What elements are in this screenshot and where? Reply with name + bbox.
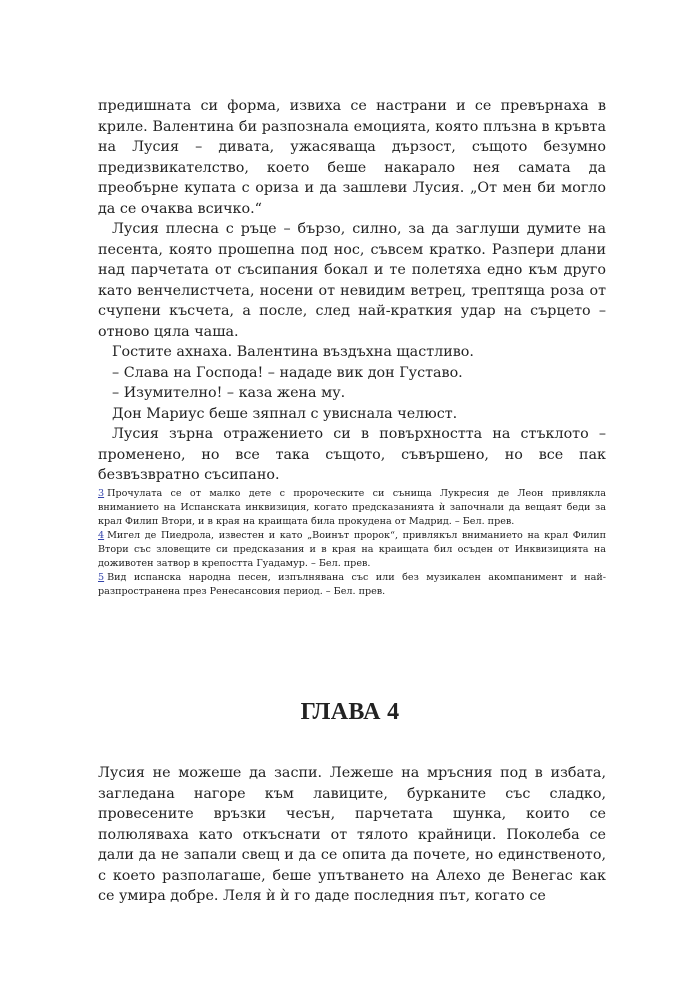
footnote-text: Прочулата се от малко дете с пророческите си сънища Лукресия де Леон привлякла вниманието на Испанската инквизиция, когато предсказанията ѝ започнали да вещаят беди за крал Филип Втори, и в края на краищата била прокудена от Мадрид. – Бел. прев. bbox=[98, 487, 606, 527]
paragraph: – Изумително! – каза жена му. bbox=[112, 385, 346, 401]
footnote-text: Мигел де Пиедрола, известен и като „Воинът пророк“, привлякъл вниманието на крал Филип Втори със зловещите си предсказания и в края на краищата бил осъден от Инквизицията на доживотен затвор в крепостта Гуадамур. – Бел. прев. bbox=[98, 529, 606, 569]
footnote bbox=[98, 529, 606, 571]
page-text-block bbox=[98, 96, 606, 599]
footnotes bbox=[98, 487, 606, 600]
footnote-link[interactable]: 5 bbox=[98, 572, 105, 584]
footnote-link[interactable]: 3 bbox=[98, 487, 105, 499]
footnote bbox=[98, 571, 606, 599]
paragraph: предишната си форма, извиха се настрани и се превърнаха в криле. Валентина би разпознала емоцията, която плъзна в кръвта на Лусия – дивата, ужасяваща дързост, същото безумно предизвикателство, което беше накарало нея самата да преобърне купата с ориза и да зашлеви Лусия. „От мен би могло да се очаква всичко.“ bbox=[98, 98, 606, 217]
paragraph: Дон Мариус беше зяпнал с увиснала челюст. bbox=[112, 405, 458, 422]
paragraph: Лусия зърна отражението си в повърхността на стъклото – променено, но все така същото, съвършено, но все пак безвъзвратно съсипано. bbox=[98, 426, 606, 483]
footnote-link[interactable]: 4 bbox=[98, 529, 105, 541]
paragraph: – Слава на Господа! – нададе вик дон Густаво. bbox=[112, 364, 463, 381]
paragraph: Лусия плесна с ръце – бързо, силно, за да заглуши думите на песента, която прошепна под нос, съвсем кратко. Разпери длани над парчетата от съсипания бокал и те полетяха едно към друго като венчелистчета, носени от невидим ветрец, трептяща роза от счупени късчета, а после, след най-краткия удар на сърцето – отново цяла чаша. bbox=[98, 221, 606, 340]
paragraph: Гостите ахнаха. Валентина въздъхна щастливо. bbox=[112, 344, 474, 360]
footnote-text: Вид испанска народна песен, изпълнявана със или без музикален акомпанимент и най-разпространена през Ренесансовия период. – Бел. прев. bbox=[98, 572, 606, 598]
footnote bbox=[98, 487, 606, 529]
chapter-title: ГЛАВА 4 bbox=[300, 699, 400, 725]
chapter-body bbox=[98, 763, 606, 907]
chapter-paragraph: Лусия не можеше да заспи. Лежеше на мръсния под в избата, загледана нагоре към лавиците, бурканите със сладко, провесените връзки чесън, парчетата шунка, които се полюляваха като откъснати от тялото крайници. Поколеба се дали да не запали свещ и да се опита да почете, но единственото, с което разполагаше, беше упътването на Алехо де Венегас как се умира добре. Леля ѝ ѝ го даде последния път, когато се bbox=[98, 765, 606, 904]
